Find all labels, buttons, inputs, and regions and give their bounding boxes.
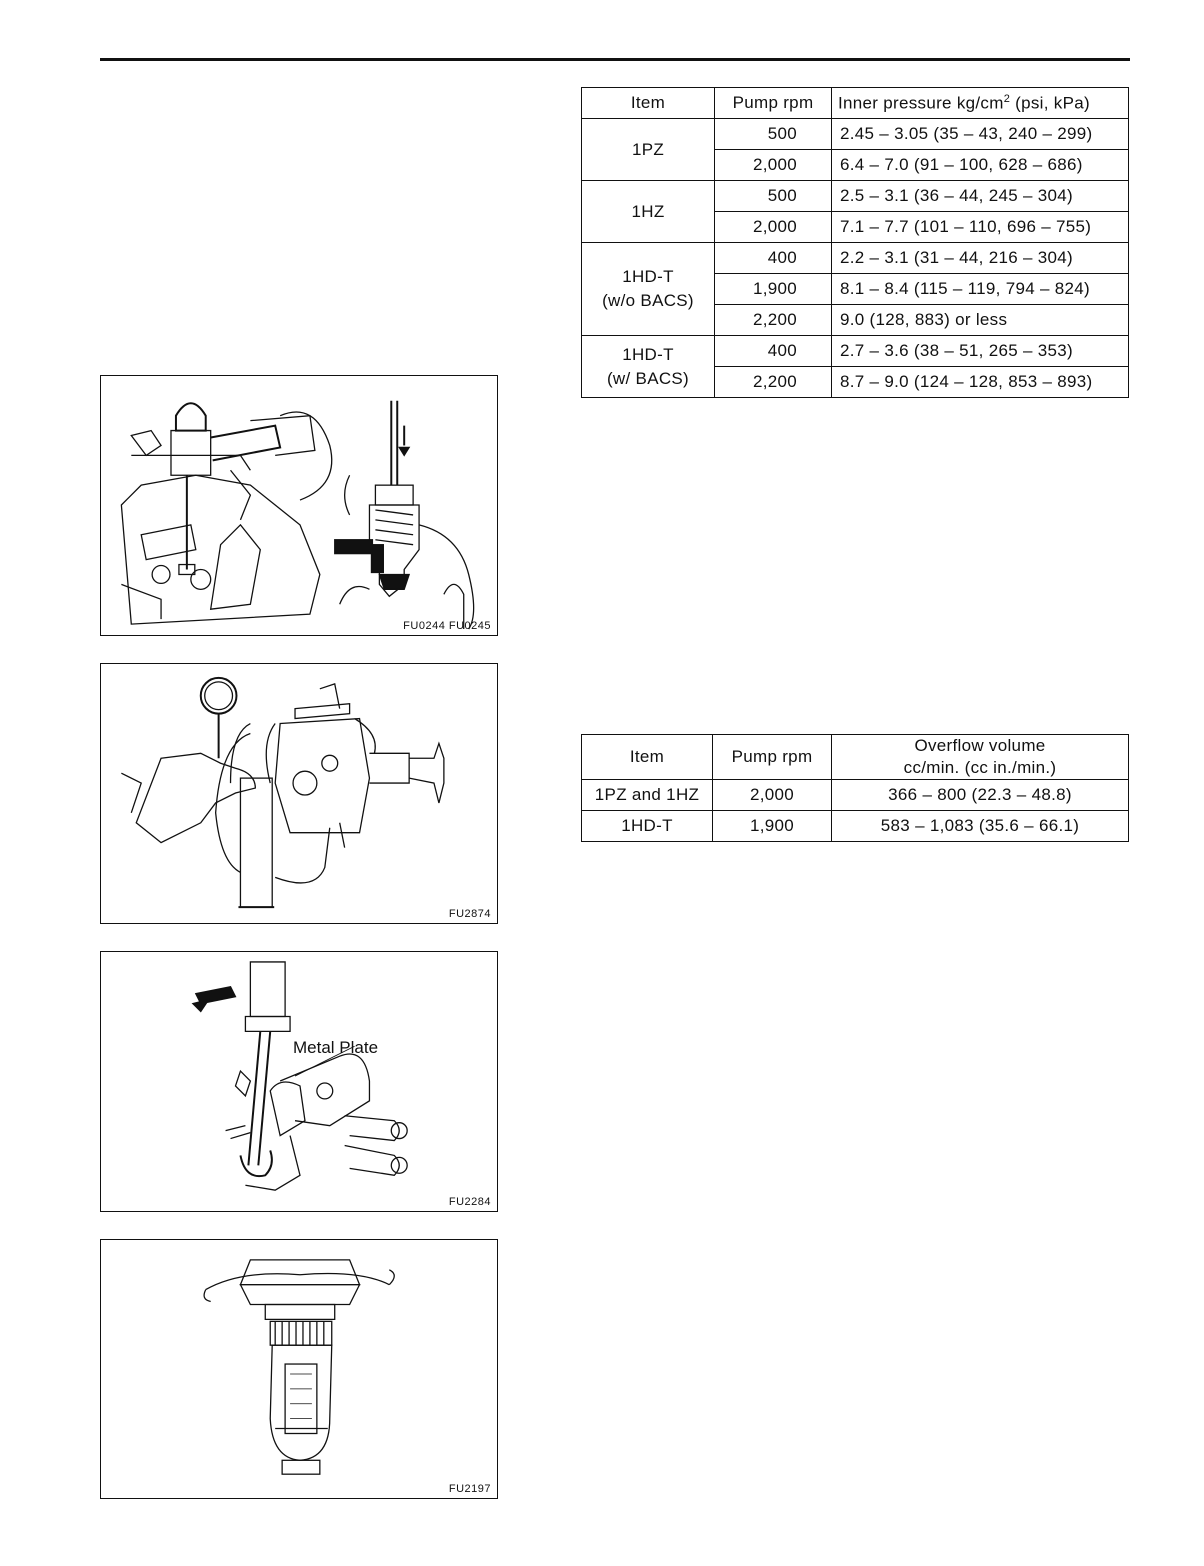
figure-code: FU2874 (448, 908, 491, 920)
rpm-cell: 500 (715, 119, 832, 150)
inner-pressure-table (581, 87, 1129, 398)
figure-code: FU2197 (448, 1483, 491, 1495)
metal-plate-drawing (101, 952, 497, 1211)
item-line: (w/ BACS) (606, 368, 690, 388)
rpm-cell: 2,200 (715, 367, 832, 398)
table-header-row (582, 88, 1129, 119)
rpm-cell: 2,000 (715, 212, 832, 243)
rpm-cell: 400 (715, 243, 832, 274)
figure-code: FU0244 FU0245 (403, 620, 491, 632)
overflow-volume-table (581, 734, 1129, 842)
pressure-cell: 8.1 – 8.4 (115 – 119, 794 – 824) (832, 274, 1129, 305)
rpm-cell: 2,000 (713, 780, 832, 811)
table-row (582, 243, 1129, 274)
figure-code: FU2284 (448, 1196, 491, 1208)
header-overflow-volume (832, 735, 1129, 780)
pressure-cell: 6.4 – 7.0 (91 – 100, 628 – 686) (832, 150, 1129, 181)
regulating-valve-drawing (101, 376, 497, 635)
pressure-cell: 2.2 – 3.1 (31 – 44, 216 – 304) (832, 243, 1129, 274)
rpm-cell: 1,900 (713, 811, 832, 842)
rpm-cell: 2,200 (715, 305, 832, 336)
item-cell: 1HD-T (582, 811, 713, 842)
volume-cell: 366 – 800 (22.3 – 48.8) (832, 780, 1129, 811)
table-header-row (582, 735, 1129, 780)
table-row (582, 119, 1129, 150)
header-rule (100, 58, 1130, 61)
header-line: cc/min. (cc in./min.) (903, 758, 1057, 777)
item-cell (582, 336, 715, 398)
item-cell: 1PZ and 1HZ (582, 780, 713, 811)
figure-regulating-valve (100, 375, 498, 636)
volume-cell: 583 – 1,083 (35.6 – 66.1) (832, 811, 1129, 842)
figure-filter (100, 1239, 498, 1499)
item-line: 1HD-T (622, 344, 674, 364)
overflow-measurement-drawing (101, 664, 497, 923)
header-inner-pressure: Inner pressure $kg/cm^2$ (psi, kPa) (832, 88, 1129, 119)
rpm-cell: 500 (715, 181, 832, 212)
metal-plate-label: Metal Plate (293, 1038, 379, 1057)
figure-metal-plate (100, 951, 498, 1212)
table-row (582, 336, 1129, 367)
header-line: Overflow volume (914, 736, 1046, 755)
table-row (582, 780, 1129, 811)
item-cell: 1HZ (582, 181, 715, 243)
item-cell: 1PZ (582, 119, 715, 181)
table-row (582, 811, 1129, 842)
header-item: Item (582, 735, 713, 780)
header-item: Item (582, 88, 715, 119)
pressure-cell: 2.5 – 3.1 (36 – 44, 245 – 304) (832, 181, 1129, 212)
figure-overflow-measurement (100, 663, 498, 924)
table-row (582, 181, 1129, 212)
filter-drawing (101, 1240, 497, 1498)
item-cell (582, 243, 715, 336)
rpm-cell: 1,900 (715, 274, 832, 305)
pressure-cell: 9.0 (128, 883) or less (832, 305, 1129, 336)
pressure-cell: 2.7 – 3.6 (38 – 51, 265 – 353) (832, 336, 1129, 367)
rpm-cell: 400 (715, 336, 832, 367)
item-line: 1HD-T (622, 267, 674, 286)
header-pump-rpm: Pump rpm (713, 735, 832, 780)
pressure-cell: 7.1 – 7.7 (101 – 110, 696 – 755) (832, 212, 1129, 243)
pressure-cell: 8.7 – 9.0 (124 – 128, 853 – 893) (832, 367, 1129, 398)
pressure-cell: 2.45 – 3.05 (35 – 43, 240 – 299) (832, 119, 1129, 150)
rpm-cell: 2,000 (715, 150, 832, 181)
header-pump-rpm: Pump rpm (715, 88, 832, 119)
item-line: (w/o BACS) (602, 291, 694, 310)
